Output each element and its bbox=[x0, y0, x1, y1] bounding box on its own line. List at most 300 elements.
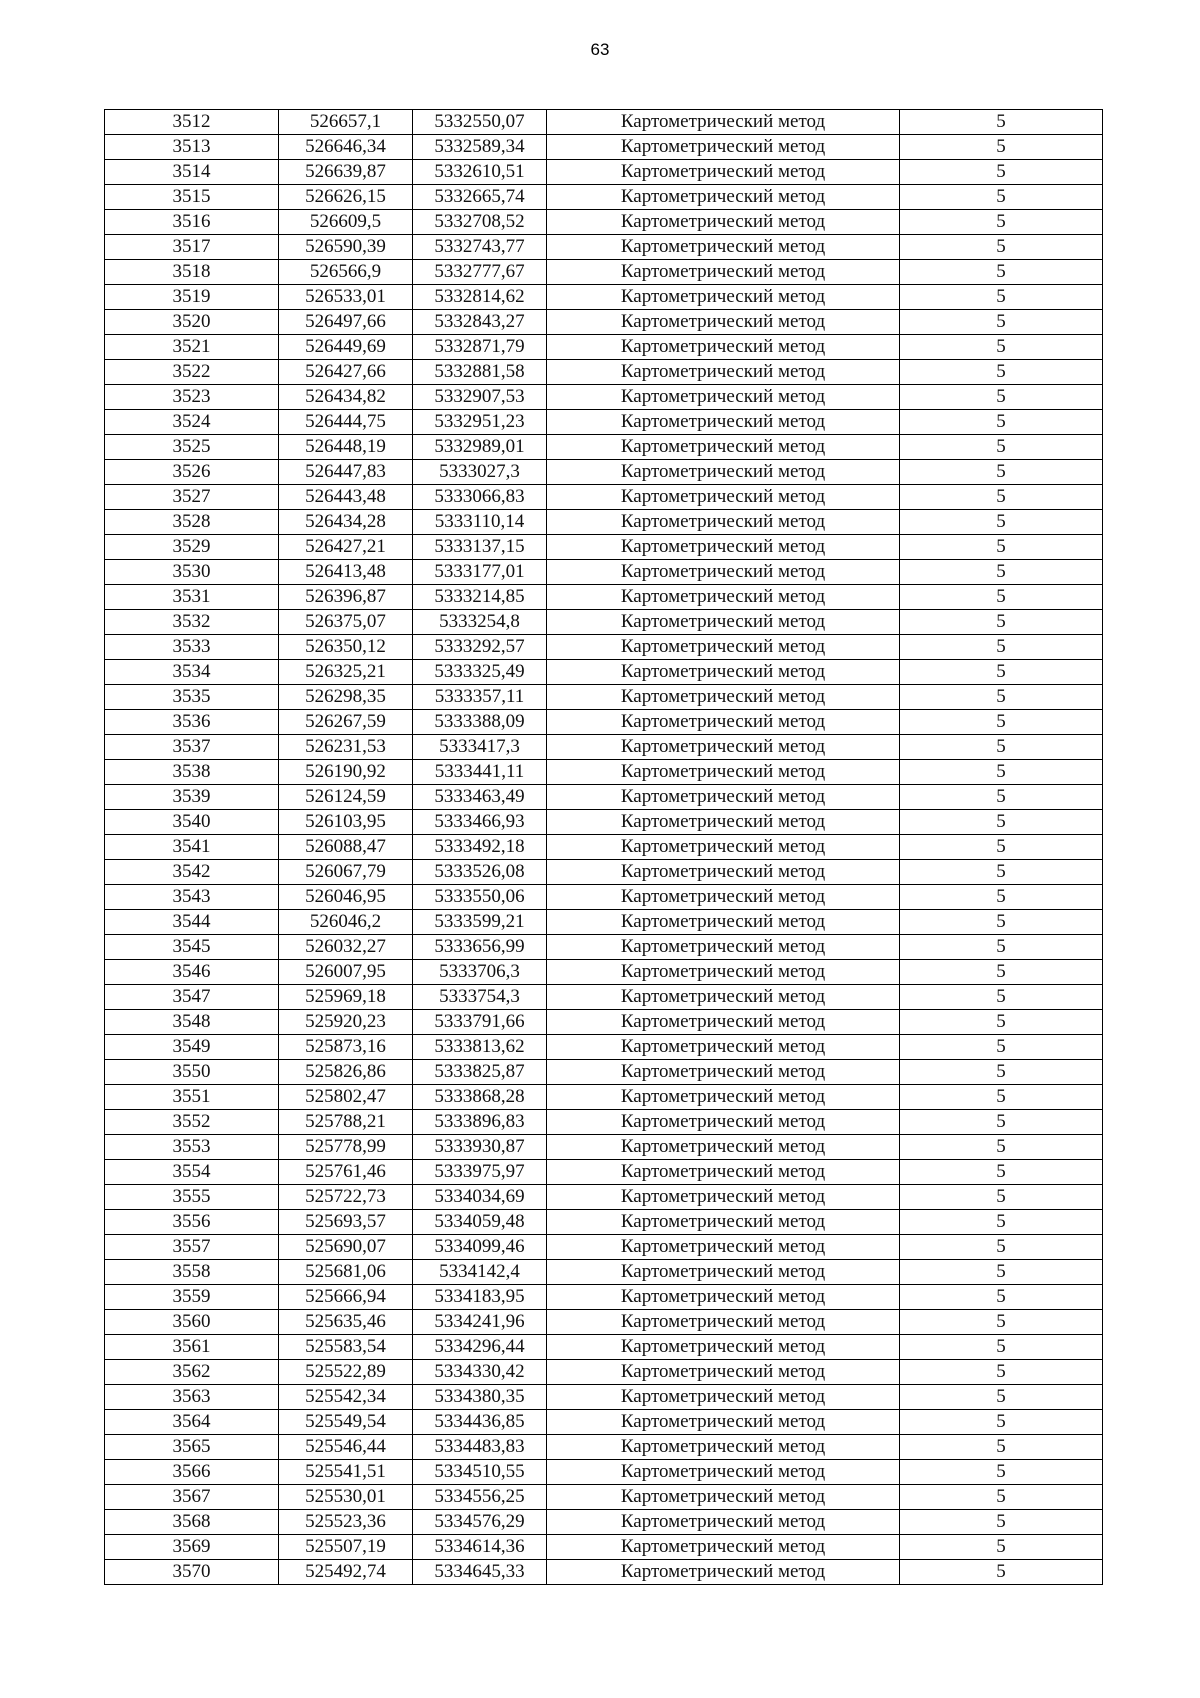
method-cell: Картометрический метод bbox=[547, 910, 900, 935]
point-number-cell: 3526 bbox=[105, 460, 279, 485]
y-coordinate-cell: 5334645,33 bbox=[413, 1560, 547, 1585]
table-row bbox=[105, 1235, 1103, 1260]
method-cell: Картометрический метод bbox=[547, 1410, 900, 1435]
table-row bbox=[105, 1210, 1103, 1235]
x-coordinate-cell: 526447,83 bbox=[279, 460, 413, 485]
method-cell: Картометрический метод bbox=[547, 335, 900, 360]
method-cell: Картометрический метод bbox=[547, 960, 900, 985]
point-number-cell: 3561 bbox=[105, 1335, 279, 1360]
y-coordinate-cell: 5332951,23 bbox=[413, 410, 547, 435]
point-number-cell: 3527 bbox=[105, 485, 279, 510]
table-row bbox=[105, 1160, 1103, 1185]
method-cell: Картометрический метод bbox=[547, 485, 900, 510]
x-coordinate-cell: 526443,48 bbox=[279, 485, 413, 510]
y-coordinate-cell: 5333325,49 bbox=[413, 660, 547, 685]
point-number-cell: 3546 bbox=[105, 960, 279, 985]
point-number-cell: 3539 bbox=[105, 785, 279, 810]
point-number-cell: 3545 bbox=[105, 935, 279, 960]
point-number-cell: 3558 bbox=[105, 1260, 279, 1285]
table-row bbox=[105, 1185, 1103, 1210]
accuracy-cell: 5 bbox=[900, 160, 1103, 185]
x-coordinate-cell: 526298,35 bbox=[279, 685, 413, 710]
y-coordinate-cell: 5333357,11 bbox=[413, 685, 547, 710]
method-cell: Картометрический метод bbox=[547, 310, 900, 335]
y-coordinate-cell: 5332665,74 bbox=[413, 185, 547, 210]
point-number-cell: 3553 bbox=[105, 1135, 279, 1160]
y-coordinate-cell: 5333656,99 bbox=[413, 935, 547, 960]
y-coordinate-cell: 5332550,07 bbox=[413, 110, 547, 135]
method-cell: Картометрический метод bbox=[547, 1085, 900, 1110]
point-number-cell: 3554 bbox=[105, 1160, 279, 1185]
table-row bbox=[105, 885, 1103, 910]
table-row bbox=[105, 585, 1103, 610]
method-cell: Картометрический метод bbox=[547, 1110, 900, 1135]
y-coordinate-cell: 5333137,15 bbox=[413, 535, 547, 560]
method-cell: Картометрический метод bbox=[547, 1360, 900, 1385]
point-number-cell: 3548 bbox=[105, 1010, 279, 1035]
method-cell: Картометрический метод bbox=[547, 360, 900, 385]
x-coordinate-cell: 526396,87 bbox=[279, 585, 413, 610]
y-coordinate-cell: 5332989,01 bbox=[413, 435, 547, 460]
point-number-cell: 3562 bbox=[105, 1360, 279, 1385]
table-row bbox=[105, 735, 1103, 760]
point-number-cell: 3515 bbox=[105, 185, 279, 210]
accuracy-cell: 5 bbox=[900, 710, 1103, 735]
table-row bbox=[105, 985, 1103, 1010]
x-coordinate-cell: 526046,95 bbox=[279, 885, 413, 910]
accuracy-cell: 5 bbox=[900, 260, 1103, 285]
y-coordinate-cell: 5334034,69 bbox=[413, 1185, 547, 1210]
table-row bbox=[105, 410, 1103, 435]
point-number-cell: 3541 bbox=[105, 835, 279, 860]
accuracy-cell: 5 bbox=[900, 1160, 1103, 1185]
accuracy-cell: 5 bbox=[900, 985, 1103, 1010]
accuracy-cell: 5 bbox=[900, 135, 1103, 160]
point-number-cell: 3531 bbox=[105, 585, 279, 610]
x-coordinate-cell: 526448,19 bbox=[279, 435, 413, 460]
accuracy-cell: 5 bbox=[900, 660, 1103, 685]
table-row bbox=[105, 1285, 1103, 1310]
method-cell: Картометрический метод bbox=[547, 1285, 900, 1310]
y-coordinate-cell: 5333417,3 bbox=[413, 735, 547, 760]
accuracy-cell: 5 bbox=[900, 1110, 1103, 1135]
method-cell: Картометрический метод bbox=[547, 1435, 900, 1460]
method-cell: Картометрический метод bbox=[547, 735, 900, 760]
y-coordinate-cell: 5334330,42 bbox=[413, 1360, 547, 1385]
accuracy-cell: 5 bbox=[900, 1035, 1103, 1060]
point-number-cell: 3560 bbox=[105, 1310, 279, 1335]
point-number-cell: 3524 bbox=[105, 410, 279, 435]
accuracy-cell: 5 bbox=[900, 1235, 1103, 1260]
point-number-cell: 3529 bbox=[105, 535, 279, 560]
y-coordinate-cell: 5334556,25 bbox=[413, 1485, 547, 1510]
table-row bbox=[105, 1460, 1103, 1485]
point-number-cell: 3532 bbox=[105, 610, 279, 635]
point-number-cell: 3520 bbox=[105, 310, 279, 335]
point-number-cell: 3551 bbox=[105, 1085, 279, 1110]
method-cell: Картометрический метод bbox=[547, 1310, 900, 1335]
table-row bbox=[105, 385, 1103, 410]
x-coordinate-cell: 526590,39 bbox=[279, 235, 413, 260]
point-number-cell: 3516 bbox=[105, 210, 279, 235]
table-row bbox=[105, 485, 1103, 510]
x-coordinate-cell: 525681,06 bbox=[279, 1260, 413, 1285]
method-cell: Картометрический метод bbox=[547, 1510, 900, 1535]
x-coordinate-cell: 526190,92 bbox=[279, 760, 413, 785]
x-coordinate-cell: 526088,47 bbox=[279, 835, 413, 860]
point-number-cell: 3568 bbox=[105, 1510, 279, 1535]
x-coordinate-cell: 525583,54 bbox=[279, 1335, 413, 1360]
accuracy-cell: 5 bbox=[900, 760, 1103, 785]
x-coordinate-cell: 526449,69 bbox=[279, 335, 413, 360]
point-number-cell: 3523 bbox=[105, 385, 279, 410]
y-coordinate-cell: 5333754,3 bbox=[413, 985, 547, 1010]
point-number-cell: 3514 bbox=[105, 160, 279, 185]
method-cell: Картометрический метод bbox=[547, 1010, 900, 1035]
y-coordinate-cell: 5333214,85 bbox=[413, 585, 547, 610]
method-cell: Картометрический метод bbox=[547, 785, 900, 810]
x-coordinate-cell: 526626,15 bbox=[279, 185, 413, 210]
accuracy-cell: 5 bbox=[900, 485, 1103, 510]
table-row bbox=[105, 535, 1103, 560]
method-cell: Картометрический метод bbox=[547, 110, 900, 135]
x-coordinate-cell: 525523,36 bbox=[279, 1510, 413, 1535]
x-coordinate-cell: 526434,82 bbox=[279, 385, 413, 410]
method-cell: Картометрический метод bbox=[547, 1460, 900, 1485]
y-coordinate-cell: 5333388,09 bbox=[413, 710, 547, 735]
accuracy-cell: 5 bbox=[900, 610, 1103, 635]
x-coordinate-cell: 525666,94 bbox=[279, 1285, 413, 1310]
point-number-cell: 3559 bbox=[105, 1285, 279, 1310]
x-coordinate-cell: 526046,2 bbox=[279, 910, 413, 935]
method-cell: Картометрический метод bbox=[547, 635, 900, 660]
table-row bbox=[105, 810, 1103, 835]
table-row bbox=[105, 435, 1103, 460]
table-row bbox=[105, 1360, 1103, 1385]
y-coordinate-cell: 5333027,3 bbox=[413, 460, 547, 485]
accuracy-cell: 5 bbox=[900, 785, 1103, 810]
x-coordinate-cell: 526434,28 bbox=[279, 510, 413, 535]
y-coordinate-cell: 5334436,85 bbox=[413, 1410, 547, 1435]
table-row bbox=[105, 1335, 1103, 1360]
point-number-cell: 3543 bbox=[105, 885, 279, 910]
table-row bbox=[105, 1485, 1103, 1510]
table-row bbox=[105, 935, 1103, 960]
method-cell: Картометрический метод bbox=[547, 660, 900, 685]
table-row bbox=[105, 135, 1103, 160]
y-coordinate-cell: 5333599,21 bbox=[413, 910, 547, 935]
accuracy-cell: 5 bbox=[900, 935, 1103, 960]
x-coordinate-cell: 526639,87 bbox=[279, 160, 413, 185]
point-number-cell: 3540 bbox=[105, 810, 279, 835]
x-coordinate-cell: 525788,21 bbox=[279, 1110, 413, 1135]
table-row bbox=[105, 635, 1103, 660]
accuracy-cell: 5 bbox=[900, 1260, 1103, 1285]
point-number-cell: 3521 bbox=[105, 335, 279, 360]
x-coordinate-cell: 525693,57 bbox=[279, 1210, 413, 1235]
y-coordinate-cell: 5333868,28 bbox=[413, 1085, 547, 1110]
accuracy-cell: 5 bbox=[900, 335, 1103, 360]
point-number-cell: 3513 bbox=[105, 135, 279, 160]
point-number-cell: 3519 bbox=[105, 285, 279, 310]
point-number-cell: 3525 bbox=[105, 435, 279, 460]
x-coordinate-cell: 526124,59 bbox=[279, 785, 413, 810]
y-coordinate-cell: 5332708,52 bbox=[413, 210, 547, 235]
method-cell: Картометрический метод bbox=[547, 510, 900, 535]
point-number-cell: 3536 bbox=[105, 710, 279, 735]
y-coordinate-cell: 5333825,87 bbox=[413, 1060, 547, 1085]
table-row bbox=[105, 560, 1103, 585]
method-cell: Картометрический метод bbox=[547, 610, 900, 635]
y-coordinate-cell: 5333813,62 bbox=[413, 1035, 547, 1060]
y-coordinate-cell: 5333254,8 bbox=[413, 610, 547, 635]
method-cell: Картометрический метод bbox=[547, 935, 900, 960]
point-number-cell: 3569 bbox=[105, 1535, 279, 1560]
table-row bbox=[105, 185, 1103, 210]
accuracy-cell: 5 bbox=[900, 185, 1103, 210]
y-coordinate-cell: 5334241,96 bbox=[413, 1310, 547, 1335]
y-coordinate-cell: 5332814,62 bbox=[413, 285, 547, 310]
method-cell: Картометрический метод bbox=[547, 185, 900, 210]
point-number-cell: 3534 bbox=[105, 660, 279, 685]
method-cell: Картометрический метод bbox=[547, 135, 900, 160]
point-number-cell: 3549 bbox=[105, 1035, 279, 1060]
accuracy-cell: 5 bbox=[900, 510, 1103, 535]
table-row bbox=[105, 760, 1103, 785]
x-coordinate-cell: 526350,12 bbox=[279, 635, 413, 660]
table-row bbox=[105, 685, 1103, 710]
accuracy-cell: 5 bbox=[900, 1535, 1103, 1560]
accuracy-cell: 5 bbox=[900, 1010, 1103, 1035]
y-coordinate-cell: 5332871,79 bbox=[413, 335, 547, 360]
accuracy-cell: 5 bbox=[900, 385, 1103, 410]
x-coordinate-cell: 526427,66 bbox=[279, 360, 413, 385]
accuracy-cell: 5 bbox=[900, 1285, 1103, 1310]
method-cell: Картометрический метод bbox=[547, 985, 900, 1010]
accuracy-cell: 5 bbox=[900, 860, 1103, 885]
point-number-cell: 3547 bbox=[105, 985, 279, 1010]
method-cell: Картометрический метод bbox=[547, 435, 900, 460]
x-coordinate-cell: 526007,95 bbox=[279, 960, 413, 985]
table-row bbox=[105, 785, 1103, 810]
accuracy-cell: 5 bbox=[900, 735, 1103, 760]
accuracy-cell: 5 bbox=[900, 1560, 1103, 1585]
accuracy-cell: 5 bbox=[900, 410, 1103, 435]
y-coordinate-cell: 5332881,58 bbox=[413, 360, 547, 385]
point-number-cell: 3538 bbox=[105, 760, 279, 785]
accuracy-cell: 5 bbox=[900, 1510, 1103, 1535]
table-row bbox=[105, 1385, 1103, 1410]
method-cell: Картометрический метод bbox=[547, 460, 900, 485]
x-coordinate-cell: 526609,5 bbox=[279, 210, 413, 235]
method-cell: Картометрический метод bbox=[547, 1035, 900, 1060]
y-coordinate-cell: 5332589,34 bbox=[413, 135, 547, 160]
table-row bbox=[105, 1085, 1103, 1110]
table-row bbox=[105, 460, 1103, 485]
accuracy-cell: 5 bbox=[900, 1385, 1103, 1410]
y-coordinate-cell: 5333066,83 bbox=[413, 485, 547, 510]
method-cell: Картометрический метод bbox=[547, 1185, 900, 1210]
y-coordinate-cell: 5333791,66 bbox=[413, 1010, 547, 1035]
x-coordinate-cell: 526267,59 bbox=[279, 710, 413, 735]
y-coordinate-cell: 5334142,4 bbox=[413, 1260, 547, 1285]
table-row bbox=[105, 260, 1103, 285]
table-row bbox=[105, 285, 1103, 310]
accuracy-cell: 5 bbox=[900, 685, 1103, 710]
accuracy-cell: 5 bbox=[900, 810, 1103, 835]
x-coordinate-cell: 525546,44 bbox=[279, 1435, 413, 1460]
x-coordinate-cell: 525873,16 bbox=[279, 1035, 413, 1060]
y-coordinate-cell: 5334614,36 bbox=[413, 1535, 547, 1560]
y-coordinate-cell: 5333896,83 bbox=[413, 1110, 547, 1135]
y-coordinate-cell: 5333975,97 bbox=[413, 1160, 547, 1185]
table-row bbox=[105, 1410, 1103, 1435]
accuracy-cell: 5 bbox=[900, 910, 1103, 935]
table-row bbox=[105, 1010, 1103, 1035]
method-cell: Картометрический метод bbox=[547, 810, 900, 835]
x-coordinate-cell: 525522,89 bbox=[279, 1360, 413, 1385]
accuracy-cell: 5 bbox=[900, 435, 1103, 460]
method-cell: Картометрический метод bbox=[547, 1535, 900, 1560]
method-cell: Картометрический метод bbox=[547, 1210, 900, 1235]
accuracy-cell: 5 bbox=[900, 585, 1103, 610]
table-row bbox=[105, 160, 1103, 185]
y-coordinate-cell: 5332743,77 bbox=[413, 235, 547, 260]
accuracy-cell: 5 bbox=[900, 1185, 1103, 1210]
point-number-cell: 3542 bbox=[105, 860, 279, 885]
point-number-cell: 3565 bbox=[105, 1435, 279, 1460]
table-row bbox=[105, 1035, 1103, 1060]
method-cell: Картометрический метод bbox=[547, 285, 900, 310]
accuracy-cell: 5 bbox=[900, 1210, 1103, 1235]
accuracy-cell: 5 bbox=[900, 1360, 1103, 1385]
x-coordinate-cell: 525492,74 bbox=[279, 1560, 413, 1585]
x-coordinate-cell: 525542,34 bbox=[279, 1385, 413, 1410]
point-number-cell: 3544 bbox=[105, 910, 279, 935]
x-coordinate-cell: 525507,19 bbox=[279, 1535, 413, 1560]
point-number-cell: 3537 bbox=[105, 735, 279, 760]
point-number-cell: 3563 bbox=[105, 1385, 279, 1410]
x-coordinate-cell: 526444,75 bbox=[279, 410, 413, 435]
point-number-cell: 3570 bbox=[105, 1560, 279, 1585]
y-coordinate-cell: 5333110,14 bbox=[413, 510, 547, 535]
accuracy-cell: 5 bbox=[900, 560, 1103, 585]
y-coordinate-cell: 5334510,55 bbox=[413, 1460, 547, 1485]
method-cell: Картометрический метод bbox=[547, 385, 900, 410]
table-row bbox=[105, 1310, 1103, 1335]
point-number-cell: 3522 bbox=[105, 360, 279, 385]
accuracy-cell: 5 bbox=[900, 310, 1103, 335]
accuracy-cell: 5 bbox=[900, 1485, 1103, 1510]
accuracy-cell: 5 bbox=[900, 210, 1103, 235]
x-coordinate-cell: 525778,99 bbox=[279, 1135, 413, 1160]
y-coordinate-cell: 5333463,49 bbox=[413, 785, 547, 810]
x-coordinate-cell: 526497,66 bbox=[279, 310, 413, 335]
accuracy-cell: 5 bbox=[900, 1135, 1103, 1160]
accuracy-cell: 5 bbox=[900, 1410, 1103, 1435]
accuracy-cell: 5 bbox=[900, 885, 1103, 910]
y-coordinate-cell: 5334059,48 bbox=[413, 1210, 547, 1235]
y-coordinate-cell: 5334483,83 bbox=[413, 1435, 547, 1460]
method-cell: Картометрический метод bbox=[547, 685, 900, 710]
x-coordinate-cell: 525826,86 bbox=[279, 1060, 413, 1085]
y-coordinate-cell: 5334099,46 bbox=[413, 1235, 547, 1260]
x-coordinate-cell: 525920,23 bbox=[279, 1010, 413, 1035]
point-number-cell: 3535 bbox=[105, 685, 279, 710]
accuracy-cell: 5 bbox=[900, 235, 1103, 260]
x-coordinate-cell: 526375,07 bbox=[279, 610, 413, 635]
method-cell: Картометрический метод bbox=[547, 260, 900, 285]
point-number-cell: 3550 bbox=[105, 1060, 279, 1085]
table-row bbox=[105, 1510, 1103, 1535]
table-row bbox=[105, 235, 1103, 260]
method-cell: Картометрический метод bbox=[547, 760, 900, 785]
accuracy-cell: 5 bbox=[900, 285, 1103, 310]
method-cell: Картометрический метод bbox=[547, 560, 900, 585]
x-coordinate-cell: 526657,1 bbox=[279, 110, 413, 135]
table-row bbox=[105, 310, 1103, 335]
table-row bbox=[105, 910, 1103, 935]
method-cell: Картометрический метод bbox=[547, 410, 900, 435]
method-cell: Картометрический метод bbox=[547, 1335, 900, 1360]
x-coordinate-cell: 526231,53 bbox=[279, 735, 413, 760]
x-coordinate-cell: 525530,01 bbox=[279, 1485, 413, 1510]
table-row bbox=[105, 1110, 1103, 1135]
accuracy-cell: 5 bbox=[900, 1335, 1103, 1360]
accuracy-cell: 5 bbox=[900, 360, 1103, 385]
table-row bbox=[105, 860, 1103, 885]
method-cell: Картометрический метод bbox=[547, 210, 900, 235]
y-coordinate-cell: 5333930,87 bbox=[413, 1135, 547, 1160]
x-coordinate-cell: 525549,54 bbox=[279, 1410, 413, 1435]
point-number-cell: 3528 bbox=[105, 510, 279, 535]
method-cell: Картометрический метод bbox=[547, 1485, 900, 1510]
table-row bbox=[105, 1060, 1103, 1085]
x-coordinate-cell: 525761,46 bbox=[279, 1160, 413, 1185]
point-number-cell: 3564 bbox=[105, 1410, 279, 1435]
y-coordinate-cell: 5334183,95 bbox=[413, 1285, 547, 1310]
accuracy-cell: 5 bbox=[900, 1435, 1103, 1460]
x-coordinate-cell: 526566,9 bbox=[279, 260, 413, 285]
y-coordinate-cell: 5332777,67 bbox=[413, 260, 547, 285]
x-coordinate-cell: 525690,07 bbox=[279, 1235, 413, 1260]
point-number-cell: 3517 bbox=[105, 235, 279, 260]
y-coordinate-cell: 5333441,11 bbox=[413, 760, 547, 785]
x-coordinate-cell: 526032,27 bbox=[279, 935, 413, 960]
table-row bbox=[105, 610, 1103, 635]
table-row bbox=[105, 1435, 1103, 1460]
table-row bbox=[105, 1260, 1103, 1285]
method-cell: Картометрический метод bbox=[547, 235, 900, 260]
table-row bbox=[105, 1535, 1103, 1560]
x-coordinate-cell: 526427,21 bbox=[279, 535, 413, 560]
accuracy-cell: 5 bbox=[900, 1310, 1103, 1335]
table-row bbox=[105, 110, 1103, 135]
x-coordinate-cell: 525969,18 bbox=[279, 985, 413, 1010]
table-row bbox=[105, 510, 1103, 535]
x-coordinate-cell: 526646,34 bbox=[279, 135, 413, 160]
accuracy-cell: 5 bbox=[900, 535, 1103, 560]
accuracy-cell: 5 bbox=[900, 460, 1103, 485]
x-coordinate-cell: 526103,95 bbox=[279, 810, 413, 835]
method-cell: Картометрический метод bbox=[547, 535, 900, 560]
x-coordinate-cell: 526413,48 bbox=[279, 560, 413, 585]
y-coordinate-cell: 5333177,01 bbox=[413, 560, 547, 585]
y-coordinate-cell: 5333466,93 bbox=[413, 810, 547, 835]
page-number: 63 bbox=[590, 40, 610, 59]
accuracy-cell: 5 bbox=[900, 110, 1103, 135]
x-coordinate-cell: 526325,21 bbox=[279, 660, 413, 685]
